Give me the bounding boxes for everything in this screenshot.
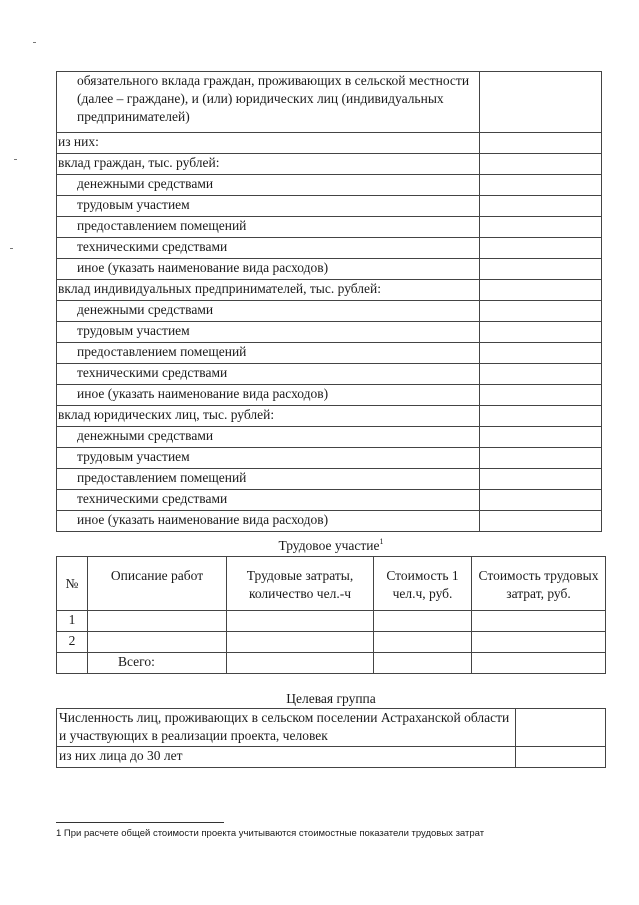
row-value — [480, 406, 602, 427]
row-value — [480, 72, 602, 133]
labor-table — [56, 556, 606, 674]
cell-empty — [88, 611, 227, 632]
row-number: 2 — [57, 632, 88, 653]
row-label: из них: — [57, 133, 480, 154]
table-row — [57, 196, 602, 217]
row-label: предоставлением помещений — [57, 469, 480, 490]
cell-empty — [472, 611, 606, 632]
cell-empty — [374, 611, 472, 632]
row-label: вклад юридических лиц, тыс. рублей: — [57, 406, 480, 427]
table-row — [57, 611, 606, 632]
header-hour-cost: Стоимость 1 чел.ч, руб. — [374, 557, 472, 611]
table-row — [57, 175, 602, 196]
table-row — [57, 385, 602, 406]
table-row — [57, 322, 602, 343]
row-label: обязательного вклада граждан, проживающих в сельской местности (далее – граждане), и (или) юридических лиц (индивидуальных предпринимателей) — [57, 72, 480, 133]
row-value — [480, 322, 602, 343]
row-label: техническими средствами — [57, 490, 480, 511]
footnote-text: 1 При расчете общей стоимости проекта учитываются стоимостные показатели трудовых затрат — [56, 828, 485, 839]
row-label: денежными средствами — [57, 175, 480, 196]
table-row — [57, 217, 602, 238]
row-label: техническими средствами — [57, 238, 480, 259]
row-value — [480, 280, 602, 301]
scan-speck — [14, 159, 17, 160]
row-value — [480, 385, 602, 406]
row-value — [480, 154, 602, 175]
row-value — [480, 448, 602, 469]
cell-empty — [515, 709, 605, 747]
scan-speck — [33, 42, 36, 43]
table-row — [57, 238, 602, 259]
table-row — [57, 154, 602, 175]
target-label: из них лица до 30 лет — [57, 747, 516, 768]
row-label: техническими средствами — [57, 364, 480, 385]
row-value — [480, 490, 602, 511]
cell-empty — [57, 653, 88, 674]
row-label: денежными средствами — [57, 301, 480, 322]
total-label: Всего: — [88, 653, 227, 674]
table-row — [57, 747, 606, 768]
cell-empty — [227, 611, 374, 632]
cell-empty — [472, 632, 606, 653]
scan-speck — [10, 248, 13, 249]
row-value — [480, 175, 602, 196]
row-label: денежными средствами — [57, 427, 480, 448]
row-label: трудовым участием — [57, 322, 480, 343]
table-row — [57, 259, 602, 280]
table-row — [57, 72, 602, 133]
table-row — [57, 133, 602, 154]
table-row — [57, 406, 602, 427]
table-row — [57, 511, 602, 532]
table-row — [57, 490, 602, 511]
row-label: предоставлением помещений — [57, 217, 480, 238]
row-value — [480, 427, 602, 448]
table-row — [57, 343, 602, 364]
row-value — [480, 196, 602, 217]
row-number: 1 — [57, 611, 88, 632]
header-description: Описание работ — [88, 557, 227, 611]
row-label: иное (указать наименование вида расходов) — [57, 385, 480, 406]
row-value — [480, 511, 602, 532]
total-row — [57, 653, 606, 674]
row-label: иное (указать наименование вида расходов) — [57, 511, 480, 532]
labor-header-row — [57, 557, 606, 611]
footnote-rule — [56, 822, 224, 823]
table-row — [57, 427, 602, 448]
footnote-mark: 1 — [379, 537, 384, 546]
row-label: трудовым участием — [57, 448, 480, 469]
contributions-table — [56, 71, 602, 532]
row-label: вклад граждан, тыс. рублей: — [57, 154, 480, 175]
row-value — [480, 364, 602, 385]
row-label: иное (указать наименование вида расходов) — [57, 259, 480, 280]
row-value — [480, 343, 602, 364]
cell-empty — [227, 632, 374, 653]
cell-empty — [227, 653, 374, 674]
cell-empty — [374, 653, 472, 674]
row-value — [480, 238, 602, 259]
cell-empty — [374, 632, 472, 653]
table-row — [57, 280, 602, 301]
row-label: предоставлением помещений — [57, 343, 480, 364]
labor-title: Трудовое участие$^1$ — [278, 537, 384, 553]
header-labor-costs: Трудовые затраты, количество чел.-ч — [227, 557, 374, 611]
table-row — [57, 301, 602, 322]
row-value — [480, 133, 602, 154]
row-value — [480, 217, 602, 238]
table-row — [57, 632, 606, 653]
header-number: № — [57, 557, 88, 611]
target-label: Численность лиц, проживающих в сельском поселении Астраханской области и участвующих в реализации проекта, человек — [57, 709, 516, 747]
header-total-cost: Стоимость трудовых затрат, руб. — [472, 557, 606, 611]
row-value — [480, 301, 602, 322]
table-row — [57, 469, 602, 490]
row-value — [480, 259, 602, 280]
table-row — [57, 364, 602, 385]
table-row — [57, 448, 602, 469]
cell-empty — [472, 653, 606, 674]
cell-empty — [88, 632, 227, 653]
row-value — [480, 469, 602, 490]
cell-empty — [515, 747, 605, 768]
row-label: трудовым участием — [57, 196, 480, 217]
target-table — [56, 708, 606, 768]
target-title: Целевая группа — [286, 691, 376, 706]
table-row — [57, 709, 606, 747]
row-label: вклад индивидуальных предпринимателей, тыс. рублей: — [57, 280, 480, 301]
